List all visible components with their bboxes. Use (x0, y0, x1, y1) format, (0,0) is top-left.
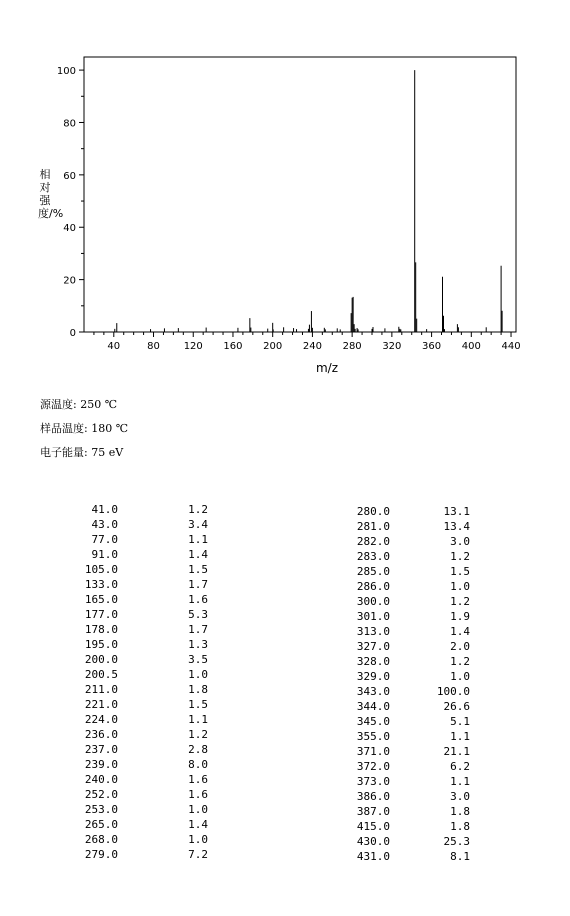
intensity-value: 8.1 (450, 850, 470, 863)
x-tick-label: 200 (263, 341, 283, 352)
intensity-value: 1.1 (450, 775, 470, 788)
mz-value: 280.0 (356, 505, 390, 518)
mz-value: 282.0 (356, 535, 390, 548)
intensity-value: 3.0 (450, 790, 470, 803)
mz-value: 343.0 (356, 685, 390, 698)
x-tick-label: 80 (147, 341, 160, 352)
mz-value: 268.0 (84, 833, 118, 846)
mz-value: 373.0 (356, 775, 390, 788)
x-tick-label: 40 (107, 341, 121, 352)
mass-spectrum-chart (0, 0, 570, 380)
intensity-value: 1.2 (450, 550, 470, 563)
intensity-value: 1.2 (450, 655, 470, 668)
intensity-value: 8.0 (188, 758, 208, 771)
mz-value: 387.0 (356, 805, 390, 818)
intensity-value: 1.5 (188, 563, 208, 576)
intensity-value: 1.0 (188, 833, 208, 846)
mz-value: 165.0 (84, 593, 118, 606)
mz-value: 239.0 (84, 758, 118, 771)
mz-value: 105.0 (84, 563, 118, 576)
intensity-value: 1.0 (450, 580, 470, 593)
mz-value: 77.0 (91, 533, 118, 546)
mz-value: 221.0 (84, 698, 118, 711)
intensity-value: 13.4 (443, 520, 470, 533)
mz-value: 133.0 (84, 578, 118, 591)
intensity-value: 7.2 (188, 848, 208, 861)
x-tick-label: 440 (501, 341, 521, 352)
mz-value: 430.0 (356, 835, 390, 848)
intensity-value: 2.0 (450, 640, 470, 653)
mz-value: 355.0 (356, 730, 390, 743)
mz-value: 178.0 (84, 623, 118, 636)
intensity-value: 2.8 (188, 743, 208, 756)
mz-value: 431.0 (356, 850, 390, 863)
mz-value: 91.0 (91, 548, 118, 561)
x-tick-label: 160 (223, 341, 243, 352)
mz-value: 41.0 (91, 503, 118, 516)
x-axis-label: m/z (315, 361, 339, 375)
mz-value: 224.0 (84, 713, 118, 726)
intensity-value: 1.0 (450, 670, 470, 683)
x-tick-label: 120 (183, 341, 203, 352)
x-tick-label: 240 (302, 341, 322, 352)
intensity-value: 1.2 (188, 728, 208, 741)
mz-value: 43.0 (91, 518, 118, 531)
mz-value: 237.0 (84, 743, 118, 756)
mz-value: 327.0 (356, 640, 390, 653)
intensity-value: 1.2 (450, 595, 470, 608)
y-tick-label: 100 (56, 66, 76, 78)
source-temperature: 源温度: 250 ℃ (40, 398, 117, 411)
intensity-value: 100.0 (436, 685, 470, 698)
mz-value: 301.0 (356, 610, 390, 623)
sample-temperature: 样品温度: 180 ℃ (40, 422, 128, 435)
intensity-value: 1.5 (450, 565, 470, 578)
intensity-value: 1.7 (188, 623, 208, 636)
intensity-value: 5.1 (450, 715, 470, 728)
mz-value: 285.0 (356, 565, 390, 578)
intensity-value: 1.4 (450, 625, 470, 638)
mz-value: 372.0 (356, 760, 390, 773)
intensity-value: 1.9 (450, 610, 470, 623)
intensity-value: 1.8 (450, 820, 470, 833)
mz-value: 386.0 (356, 790, 390, 803)
mz-value: 415.0 (356, 820, 390, 833)
mz-value: 211.0 (84, 683, 118, 696)
mz-value: 265.0 (84, 818, 118, 831)
intensity-value: 1.0 (188, 803, 208, 816)
intensity-value: 1.6 (188, 593, 208, 606)
mz-value: 281.0 (356, 520, 390, 533)
intensity-value: 1.1 (450, 730, 470, 743)
intensity-value: 1.1 (188, 533, 208, 546)
intensity-value: 3.0 (450, 535, 470, 548)
mz-value: 344.0 (356, 700, 390, 713)
intensity-value: 1.1 (188, 713, 208, 726)
x-tick-label: 280 (342, 341, 362, 352)
intensity-value: 1.8 (188, 683, 208, 696)
intensity-value: 21.1 (443, 745, 470, 758)
intensity-value: 1.8 (450, 805, 470, 818)
mz-value: 371.0 (356, 745, 390, 758)
mz-value: 300.0 (356, 595, 390, 608)
mz-value: 200.5 (84, 668, 118, 681)
mz-value: 286.0 (356, 580, 390, 593)
mz-value: 240.0 (84, 773, 118, 786)
intensity-value: 1.3 (188, 638, 208, 651)
intensity-value: 1.6 (188, 773, 208, 786)
mz-value: 252.0 (84, 788, 118, 801)
mz-value: 313.0 (356, 625, 390, 638)
y-tick-label: 80 (63, 118, 76, 130)
intensity-value: 26.6 (443, 700, 470, 713)
y-tick-label: 60 (63, 170, 76, 182)
mz-value: 236.0 (84, 728, 118, 741)
intensity-value: 1.7 (188, 578, 208, 591)
mz-value: 200.0 (84, 653, 118, 666)
x-tick-label: 320 (382, 341, 402, 352)
y-tick-label: 20 (63, 275, 76, 287)
intensity-value: 3.5 (188, 653, 208, 666)
intensity-value: 1.4 (188, 818, 208, 831)
intensity-value: 1.2 (188, 503, 208, 516)
intensity-value: 6.2 (450, 760, 470, 773)
intensity-value: 25.3 (443, 835, 470, 848)
mz-value: 345.0 (356, 715, 390, 728)
intensity-value: 3.4 (188, 518, 208, 531)
mz-value: 177.0 (84, 608, 118, 621)
intensity-value: 1.6 (188, 788, 208, 801)
intensity-value: 13.1 (443, 505, 470, 518)
x-tick-label: 360 (422, 341, 442, 352)
mz-value: 279.0 (84, 848, 118, 861)
intensity-value: 1.4 (188, 548, 208, 561)
y-axis-label: 相对强度/% (38, 168, 64, 220)
mz-value: 329.0 (356, 670, 390, 683)
mz-value: 328.0 (356, 655, 390, 668)
x-tick-label: 400 (461, 341, 481, 352)
mz-value: 253.0 (84, 803, 118, 816)
y-tick-label: 0 (69, 328, 76, 339)
mz-value: 195.0 (84, 638, 118, 651)
plot-frame (84, 57, 516, 332)
y-tick-label: 40 (63, 223, 76, 235)
intensity-value: 1.5 (188, 698, 208, 711)
electron-energy: 电子能量: 75 eV (40, 446, 124, 459)
mz-value: 283.0 (356, 550, 390, 563)
intensity-value: 5.3 (188, 608, 208, 621)
intensity-value: 1.0 (188, 668, 208, 681)
